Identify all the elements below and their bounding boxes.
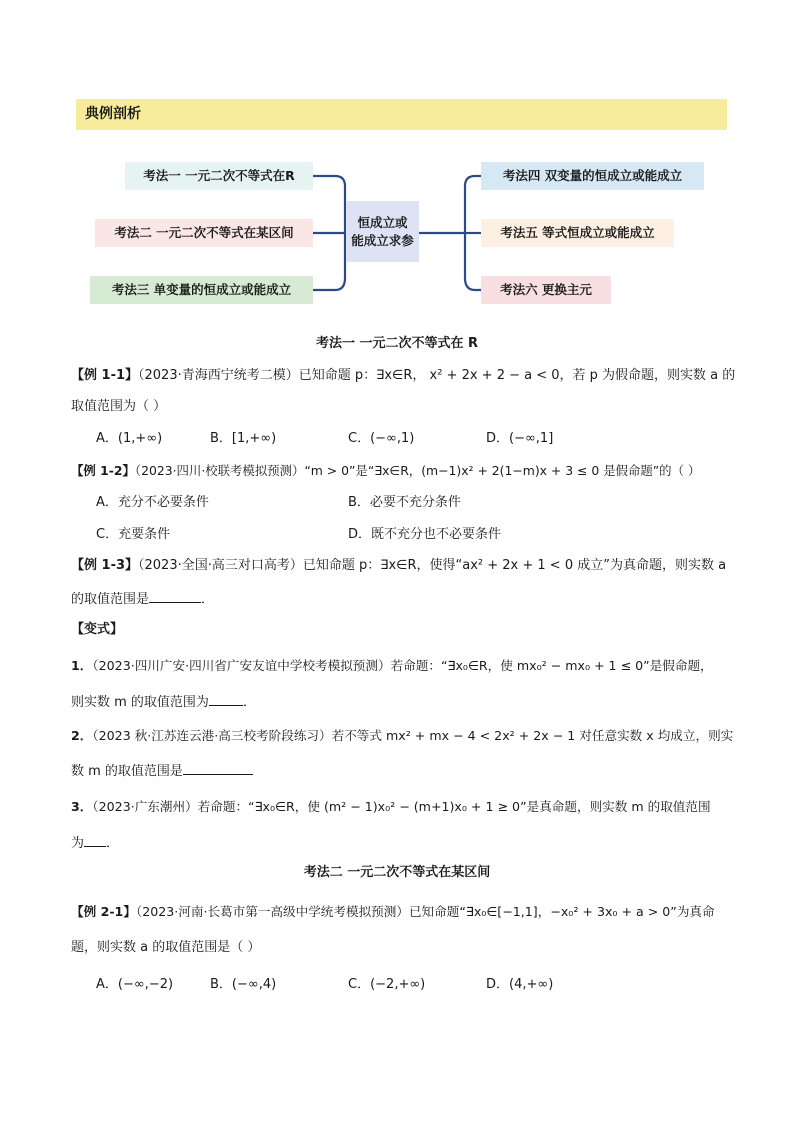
method-2-box (95, 219, 313, 247)
example-2-1-text: （2023·河南·长葛市第一高级中学统考模拟预测）已知命题“∃x₀∈[−1,1]，−x₀² + 3x₀ + a > 0”为真命 (135, 904, 715, 919)
method-1-label: 考法一 一元二次不等式在R (143, 168, 295, 183)
example-1-1-option-c: C．(−∞,1) (348, 431, 415, 446)
example-2-1-tag: 【例 2-1】 (71, 904, 136, 919)
example-1-1-text: （2023·青海西宁统考二模）已知命题 p：∃x∈R， x² + 2x + 2 − a < 0，若 p 为假命题，则实数 a 的 (138, 368, 736, 383)
example-1-2-option-b: B．必要不充分条件 (348, 495, 461, 510)
method-2-heading: 考法二 一元二次不等式在某区间 (303, 865, 491, 880)
variant-1-line2-end: ． (242, 695, 256, 710)
example-1-1-option-b: B．[1,+∞) (210, 431, 277, 446)
variant-3-line2-end: ． (106, 836, 120, 851)
example-1-2-tag: 【例 1-2】 (71, 463, 135, 478)
example-2-1-option-b: B．(−∞,4) (210, 977, 277, 992)
variant-3-line2-text: 为 (71, 836, 85, 851)
diagram-connectors (0, 0, 794, 320)
method-1-heading: 考法一 一元二次不等式在 R (315, 336, 479, 351)
answer-blank[interactable] (149, 588, 201, 603)
method-3-box (90, 276, 313, 304)
example-1-1-line2: 取值范围为（ ） (71, 399, 167, 414)
method-6-label: 考法六 更换主元 (500, 282, 592, 297)
example-2-1-line2: 题，则实数 a 的取值范围是（ ） (71, 940, 261, 955)
example-2-1-option-c: C．(−2,+∞) (348, 977, 426, 992)
variant-2-text: （2023 秋·江苏连云港·高三校考阶段练习）若不等式 mx² + mx − 4 < 2x² + 2x − 1 对任意实数 x 均成立，则实 (92, 728, 734, 743)
variant-2 (71, 726, 734, 746)
method-4-box (481, 162, 704, 190)
example-1-3-text: （2023·全国·高三对口高考）已知命题 p：∃x∈R，使得“ax² + 2x + 1 < 0 成立”为真命题，则实数 a (138, 558, 727, 573)
variant-3-text: （2023·广东潮州）若命题：“∃x₀∈R，使 (m² − 1)x₀² − (m+1)x₀ + 1 ≥ 0”是真命题，则实数 m 的取值范围 (92, 799, 711, 814)
center-topic-line1: 恒成立或 (357, 215, 408, 230)
variant-label: 【变式】 (71, 622, 124, 637)
example-1-3 (71, 556, 731, 576)
example-1-3-line2-end: ． (201, 592, 215, 607)
example-1-2-option-c: C．充要条件 (96, 527, 171, 542)
variant-1-text: （2023·四川广安·四川省广安友谊中学校考模拟预测）若命题：“∃x₀∈R，使 mx₀² − mx₀ + 1 ≤ 0”是假命题， (92, 658, 713, 673)
example-1-3-line2 (71, 588, 731, 610)
variant-3-line2 (71, 832, 731, 854)
example-1-2-option-d: D．既不充分也不必要条件 (348, 527, 502, 542)
example-2-1 (71, 902, 731, 922)
example-1-2-text: （2023·四川·校联考模拟预测）“m > 0”是“∃x∈R，(m−1)x² + 2(1−m)x + 3 ≤ 0 是假命题”的（ ） (134, 463, 701, 478)
method-2-label: 考法二 一元二次不等式在某区间 (114, 225, 294, 240)
method-3-label: 考法三 单变量的恒成立或能成立 (111, 282, 292, 297)
example-1-2 (71, 461, 731, 481)
variant-1-num: 1． (71, 658, 93, 673)
method-5-box (481, 219, 674, 247)
center-topic-line2: 能成立求参 (351, 233, 414, 248)
variant-2-line2-text: 数 m 的取值范围是 (71, 764, 183, 779)
method-1-box (125, 162, 313, 190)
example-1-1 (71, 366, 736, 386)
example-1-1-tag: 【例 1-1】 (71, 368, 139, 383)
answer-blank[interactable] (84, 832, 106, 847)
answer-blank[interactable] (209, 691, 243, 706)
example-1-2-option-a: A．充分不必要条件 (96, 495, 209, 510)
method-5-label: 考法五 等式恒成立或能成立 (500, 225, 655, 240)
example-1-3-line2-text: 的取值范围是 (71, 592, 150, 607)
example-1-3-tag: 【例 1-3】 (71, 558, 139, 573)
section-banner: 典例剖析 (76, 99, 727, 130)
variant-1-line2-text: 则实数 m 的取值范围为 (71, 695, 209, 710)
variant-1-line2 (71, 691, 731, 713)
example-1-1-option-d: D．(−∞,1] (486, 431, 554, 446)
answer-blank[interactable] (183, 760, 253, 775)
variant-1 (71, 656, 731, 676)
variant-3-num: 3． (71, 799, 93, 814)
method-4-label: 考法四 双变量的恒成立或能成立 (502, 168, 683, 183)
method-6-box (481, 276, 611, 304)
center-topic-box (346, 201, 419, 262)
variant-3 (71, 797, 731, 817)
example-1-1-option-a: A．(1,+∞) (96, 431, 163, 446)
variant-2-line2 (71, 760, 731, 782)
example-2-1-option-d: D．(4,+∞) (486, 977, 554, 992)
variant-2-num: 2． (71, 728, 93, 743)
example-2-1-option-a: A．(−∞,−2) (96, 977, 174, 992)
